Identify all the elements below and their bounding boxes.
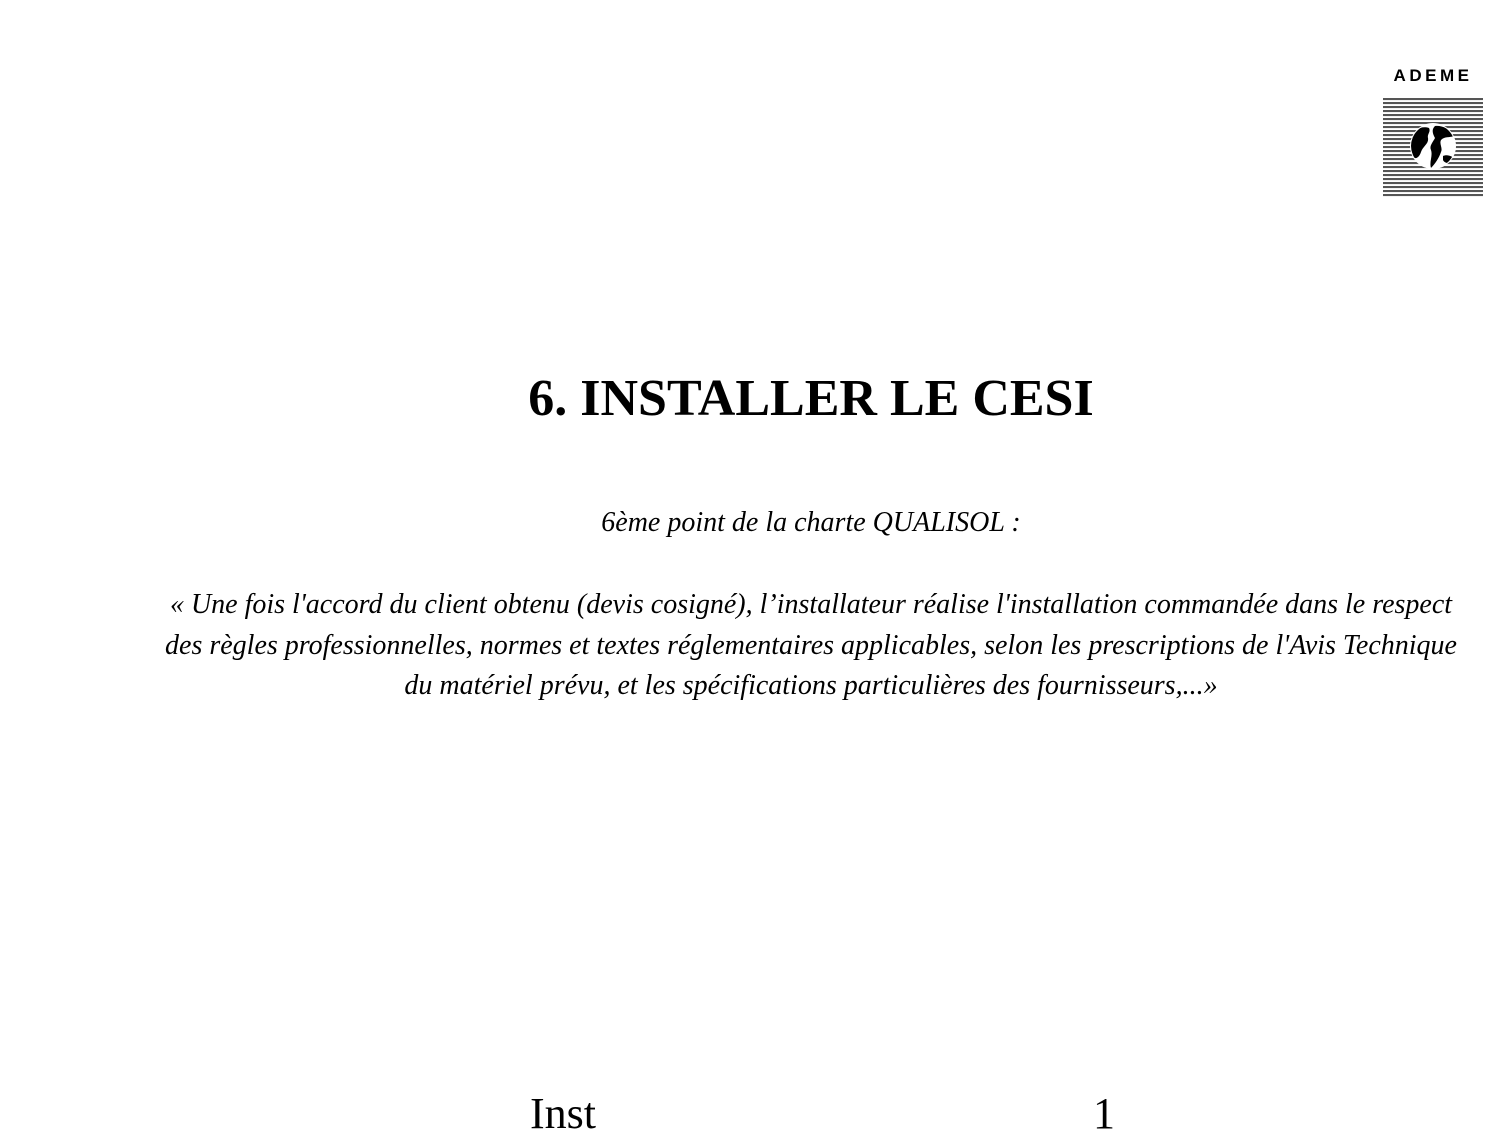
section-subtitle: 6ème point de la charte QUALISOL : [601, 507, 1021, 538]
globe-icon [1383, 98, 1483, 198]
logo-wordmark: ADEME [1393, 66, 1473, 85]
page-number: 1 [1093, 1089, 1115, 1138]
section-title: 6. INSTALLER LE CESI [528, 370, 1094, 427]
charter-quote: « Une fois l'accord du client obtenu (devis cosigné), l’installateur réalise l'installation commandée dans le respect des règles professionnelles, normes et textes réglementaires applicables, selon les prescriptions de l'Avis Technique du matériel prévu, et les spécifications particulières des fournisseurs,...» [165, 589, 1457, 701]
footer-text: Inst [530, 1089, 596, 1138]
ademe-logo [1383, 64, 1483, 199]
